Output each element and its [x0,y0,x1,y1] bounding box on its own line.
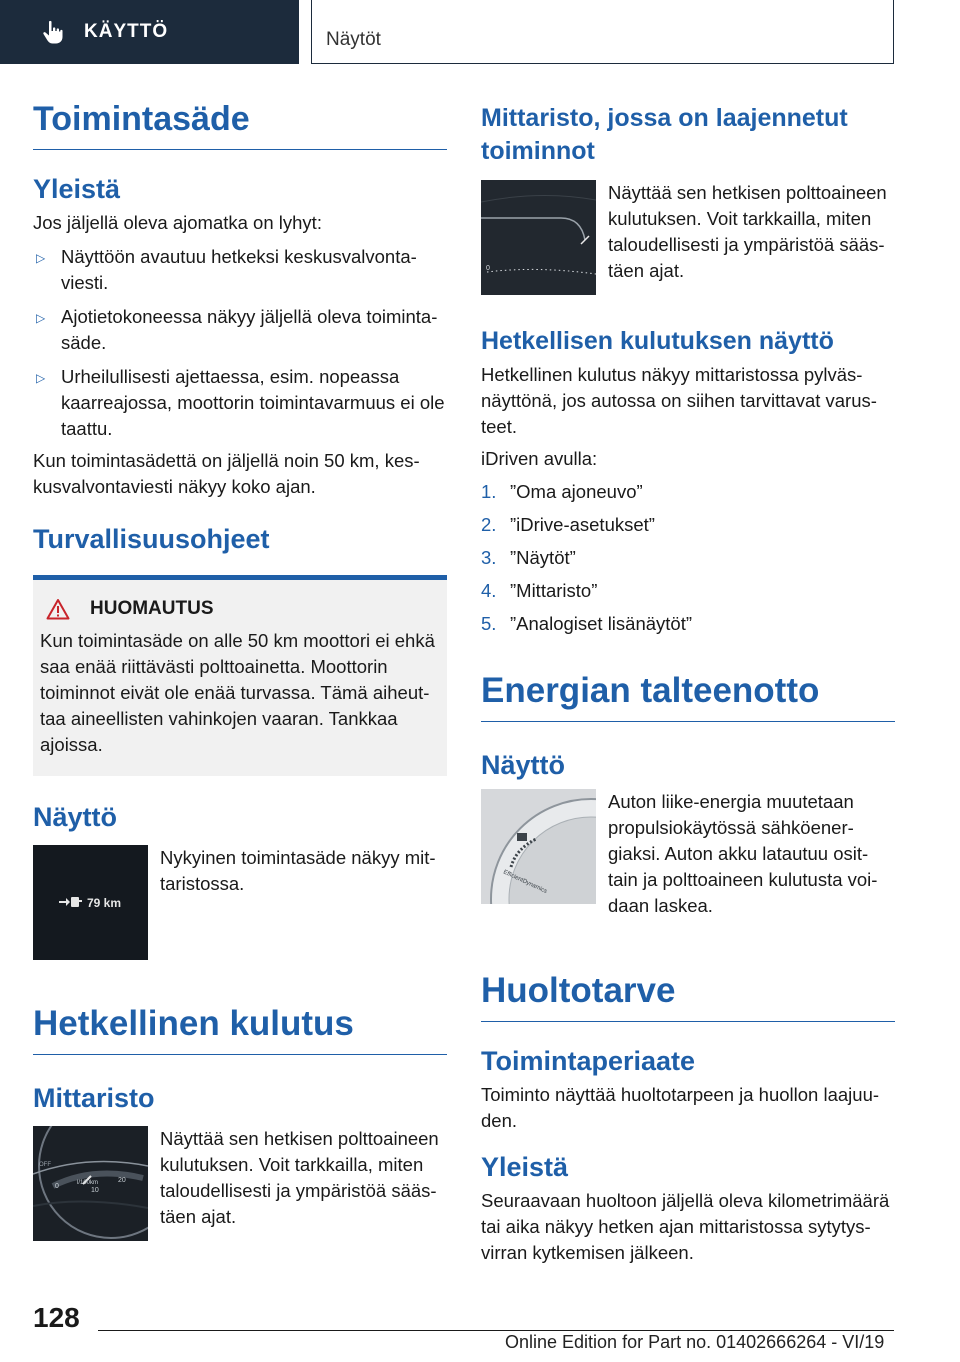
service-general-heading: Yleistä [481,1152,569,1182]
range-display-image [33,845,148,960]
cluster-section [33,1126,447,1241]
bar-text: Hetkellinen kulutus näkyy mittaristossa pylväs-näyttönä, jos autossa on siihen tarvittavat varus-teet. [481,364,877,437]
notice-text: Kun toimintasäde on alle 50 km moottori ei ehkä saa enää riittävästi polttoainetta. Moottorin toiminnot eivät ole enää turvassa. Tämä aiheut-taa aineellisten vahinkojen vaaran. Tankkaa ajoissa. [40,630,435,755]
consumption-title: Hetkellinen kulutus [33,1004,447,1055]
gauge-label: 10 [91,1187,99,1194]
list-item: ▷ Urheilullisesti ajettaessa, esim. nopeassa kaarreajossa, moottorin toimintavarmuus ei ole taattu. [36,366,445,439]
left-column [33,100,447,1241]
list-item: 4. ”Mittaristo” [481,580,598,601]
list-item: ▷ Ajotietokoneessa näkyy jäljellä oleva toiminta-säde. [36,306,438,353]
notice-label: HUOMAUTUS [90,598,214,619]
section-tab [0,0,299,64]
general-intro: Jos jäljellä oleva ajomatka on lyhyt: [33,212,322,233]
idrive-label: iDriven avulla: [481,448,598,469]
efficient-dynamics-gauge-image [481,789,596,904]
gauge-label: EfficientDynamics [502,869,548,895]
safety-heading: Turvallisuusohjeet [33,524,270,554]
principle-text: Toiminto näyttää huoltotarpeen ja huollon laajuu-den. [481,1084,880,1131]
extended-heading: Mittaristo, jossa on laajennetut toiminnot [481,104,848,165]
battery-icon [517,833,527,841]
warning-list [33,244,447,442]
cluster-text: Näyttää sen hetkisen polttoaineen kulutuksen. Voit tarkkailla, miten taloudellisesti ja ympäristöä sääs-täen ajat. [160,1128,439,1227]
service-title: Huoltotarve [481,971,895,1022]
range-readout: 79 km [87,896,122,910]
service-general-text: Seuraavaan huoltoon jäljellä oleva kilometrimäärä tai aika näkyy hetken ajan mittaristossa sytytys-virran kytkemisen jälkeen. [481,1190,890,1263]
principle-heading: Toimintaperiaate [481,1046,696,1076]
consumption-gauge-image [33,1126,148,1241]
chapter-header [311,0,894,64]
list-item: 5. ”Analogiset lisänäytöt” [481,613,693,634]
idrive-steps [481,479,895,637]
general-outro: Kun toimintasädettä on jäljellä noin 50 km, kes-kusvalvontaviesti näkyy koko ajan. [33,450,420,497]
notice-box [33,575,447,776]
gauge-label: l/100km [77,1180,99,1186]
list-item: 3. ”Näytöt” [481,547,576,568]
list-item: 1. ”Oma ajoneuvo” [481,481,643,502]
range-title: Toimintasäde [33,100,447,150]
edition-text: Online Edition for Part no. 01402666264 - VI/19 [505,1332,885,1352]
page-number: 128 [33,1302,80,1333]
energy-text: Auton liike-energia muutetaan propulsiokäytössä sähköener-giaksi. Auton akku latautuu osit-tain ja polttoaineen kulutusta voi-daan laskea. [608,791,878,916]
extended-text: Näyttää sen hetkisen polttoaineen kulutuksen. Voit tarkkailla, miten taloudellisesti ja ympäristöä sääs-täen ajat. [608,182,887,281]
list-item: ▷ Näyttöön avautuu hetkeksi keskusvalvonta-viesti. [36,246,417,293]
gauge-label: 0 [55,1183,59,1190]
warning-triangle-icon [46,598,70,620]
general-heading: Yleistä [33,174,121,204]
triangle-bullet-icon: ▷ [36,251,46,265]
chapter-label: Näytöt [326,29,381,50]
right-column [481,100,895,1266]
energy-section [481,789,895,919]
list-item: 2. ”iDrive-asetukset” [481,514,655,535]
display-heading: Näyttö [33,802,118,832]
hand-pointer-icon [40,19,66,45]
gauge-label: OFF [39,1162,51,1168]
extended-section [481,180,895,295]
energy-title: Energian talteenotto [481,671,895,722]
energy-display-heading: Näyttö [481,750,566,780]
display-text: Nykyinen toimintasäde näkyy mit-taristossa. [160,847,436,894]
footer-divider [98,1330,894,1331]
gauge-label: 20 [118,1177,126,1184]
gauge-label: 0 [486,265,490,272]
triangle-bullet-icon: ▷ [36,371,46,385]
section-label: KÄYTTÖ [84,21,169,42]
fuel-pump-icon [59,897,82,907]
bar-heading: Hetkellisen kulutuksen näyttö [481,327,834,355]
cluster-heading: Mittaristo [33,1083,155,1113]
extended-gauge-image [481,180,596,295]
display-section [33,845,447,960]
triangle-bullet-icon: ▷ [36,311,46,325]
